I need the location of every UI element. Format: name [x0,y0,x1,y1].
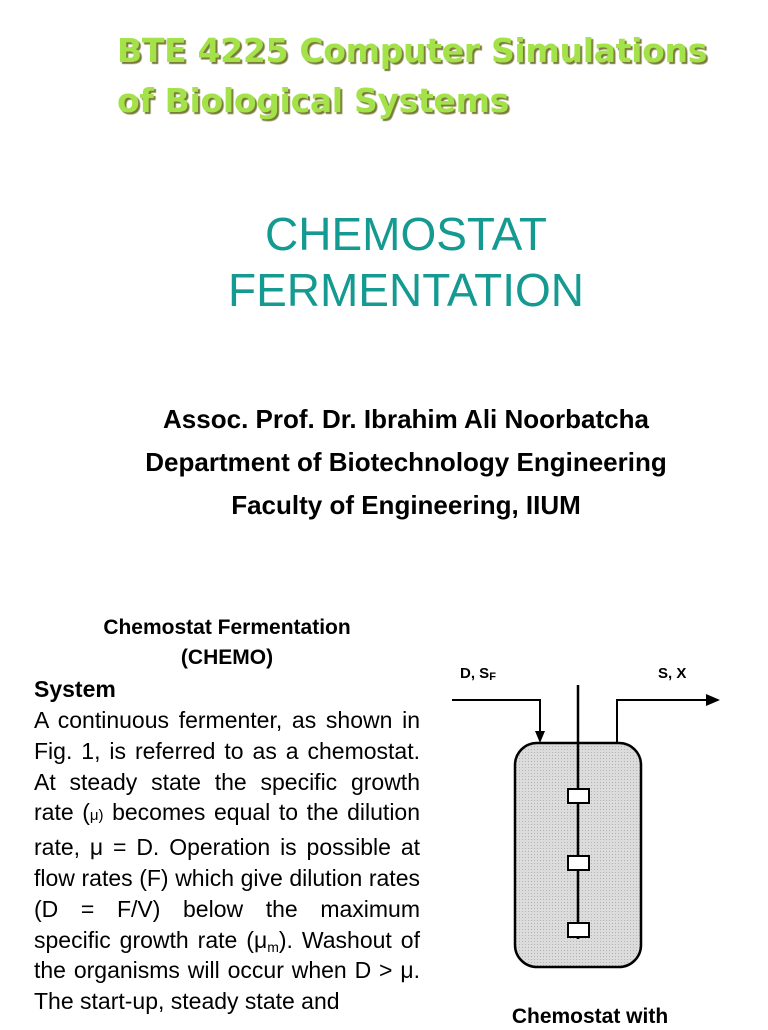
body-text-part2: becomes equal to the dilution rate, μ = D. Operation is possible at flow rates (F) which give dilution rates (D = F/V) below the maximum specific growth rate (μ [34,799,421,953]
author-name: Assoc. Prof. Dr. Ibrahim Ali Noorbatcha [163,404,649,434]
mu-subscript-m: m [267,938,279,955]
chemostat-diagram [440,655,740,985]
slide-title-line1: CHEMOSTAT [265,208,547,260]
body-text-part1: A continuous fermenter, as shown in Fig. 1, is referred to as a chemostat. At steady state the specific growth rate ( [34,707,420,826]
outlet-pipe [617,700,708,743]
mu-symbol-small: μ) [89,807,104,825]
body-text-part3: ). Washout of the organisms will occur when D > μ. The start-up, steady state and [34,926,420,1015]
inlet-label-text: D, S [460,665,490,682]
section-heading-line1: Chemostat Fermentation [103,616,351,639]
figure-caption: Chemostat with [511,1005,669,1028]
body-paragraph [34,705,420,1017]
course-title [117,26,757,126]
inlet-pipe [452,700,540,735]
outlet-label: S, X [658,665,687,682]
slide-title-line2: FERMENTATION [227,264,585,316]
slide-title [0,206,768,318]
author-block [0,398,768,527]
inlet-label [460,665,496,683]
impeller-middle [568,856,589,870]
section-heading [60,613,394,673]
inlet-label-subscript: F [489,671,496,683]
system-label: System [34,676,116,702]
author-department: Department of Biotechnology Engineering [145,447,667,477]
course-title-line1: BTE 4225 Computer Simulations [117,31,708,70]
inlet-arrow-icon [535,731,545,743]
outlet-arrow-icon [706,694,720,706]
section-heading-line2: (CHEMO) [180,646,274,669]
chemostat-figure [440,655,740,985]
course-title-line2: of Biological Systems [117,81,510,120]
impeller-bottom [568,923,589,937]
author-faculty: Faculty of Engineering, IIUM [231,490,581,520]
impeller-top [568,789,589,803]
